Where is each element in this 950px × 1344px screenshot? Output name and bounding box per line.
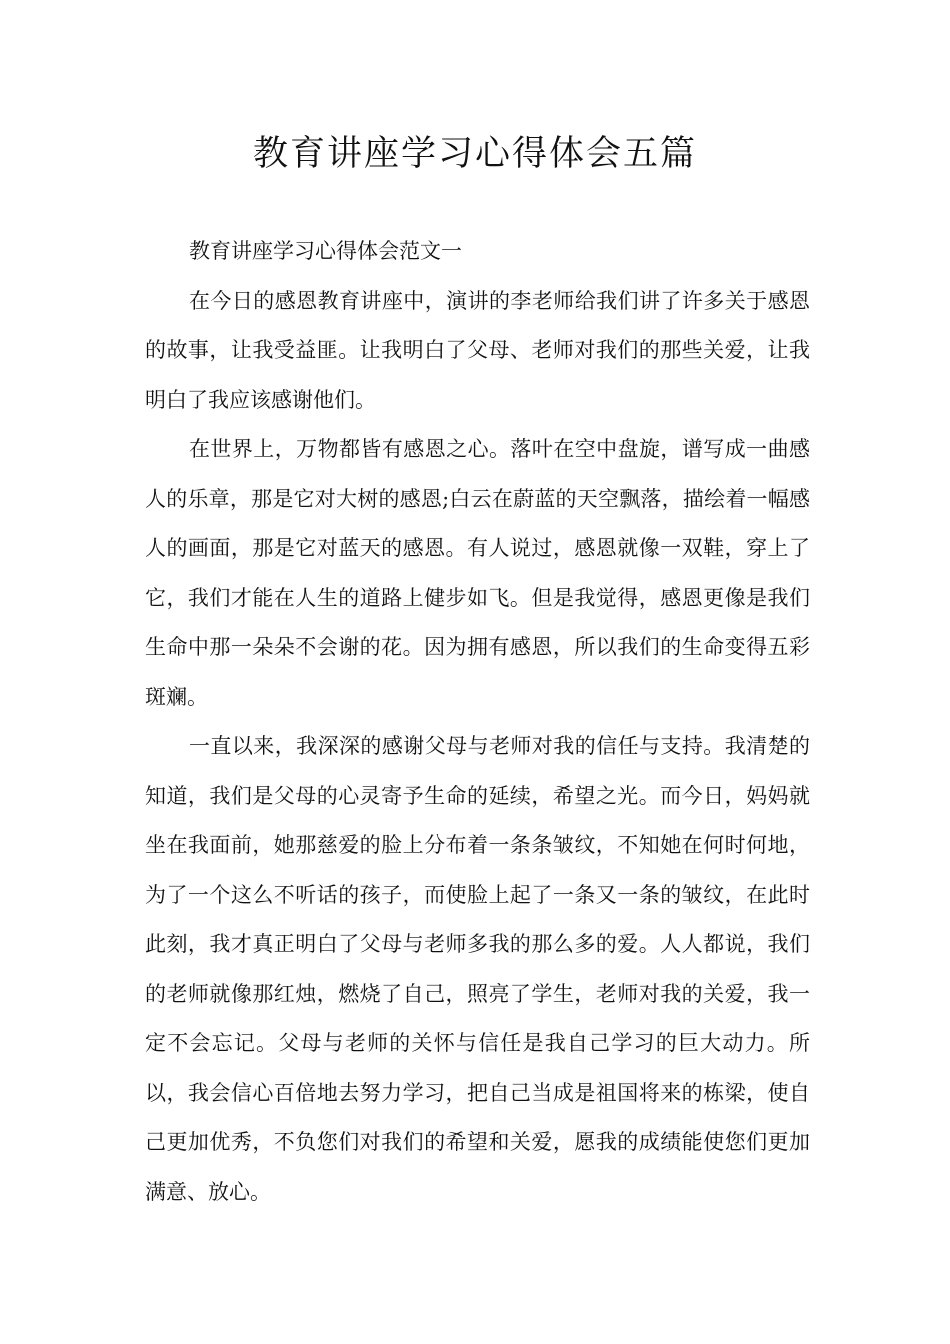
document-title: 教育讲座学习心得体会五篇 xyxy=(252,134,697,174)
paragraph: 在世界上，万物都皆有感恩之心。落叶在空中盘旋，谱写成一曲感人的乐章，那是它对大树的感恩;白云在蔚蓝的天空飘落，描绘着一幅感人的画面，那是它对蓝天的感恩。有人说过，感恩就像一双鞋，穿上了它，我们才能在人生的道路上健步如飞。但是我觉得，感恩更像是我们生命中那一朵朵不会谢的花。因为拥有感恩，所以我们的生命变得五彩斑斓。 xyxy=(145,437,810,709)
paragraph-subtitle: 教育讲座学习心得体会范文一 xyxy=(189,239,462,263)
paragraph: 一直以来，我深深的感谢父母与老师对我的信任与支持。我清楚的知道，我们是父母的心灵寄予生命的延续，希望之光。而今日，妈妈就坐在我面前，她那慈爱的脸上分布着一条条皱纹，不知她在何时何地，为了一个这么不听话的孩子，而使脸上起了一条又一条的皱纹，在此时此刻，我才真正明白了父母与老师多我的那么多的爱。人人都说，我们的老师就像那红烛，燃烧了自己，照亮了学生，老师对我的关爱，我一定不会忘记。父母与老师的关怀与信任是我自己学习的巨大动力。所以，我会信心百倍地去努力学习，把自己当成是祖国将来的栋梁，使自己更加优秀，不负您们对我们的希望和关爱，愿我的成绩能使您们更加满意、放心。 xyxy=(145,734,810,1204)
document-body xyxy=(145,227,810,1217)
paragraph: 在今日的感恩教育讲座中，演讲的李老师给我们讲了许多关于感恩的故事，让我受益匪。让我明白了父母、老师对我们的那些关爱，让我明白了我应该感谢他们。 xyxy=(145,288,810,412)
